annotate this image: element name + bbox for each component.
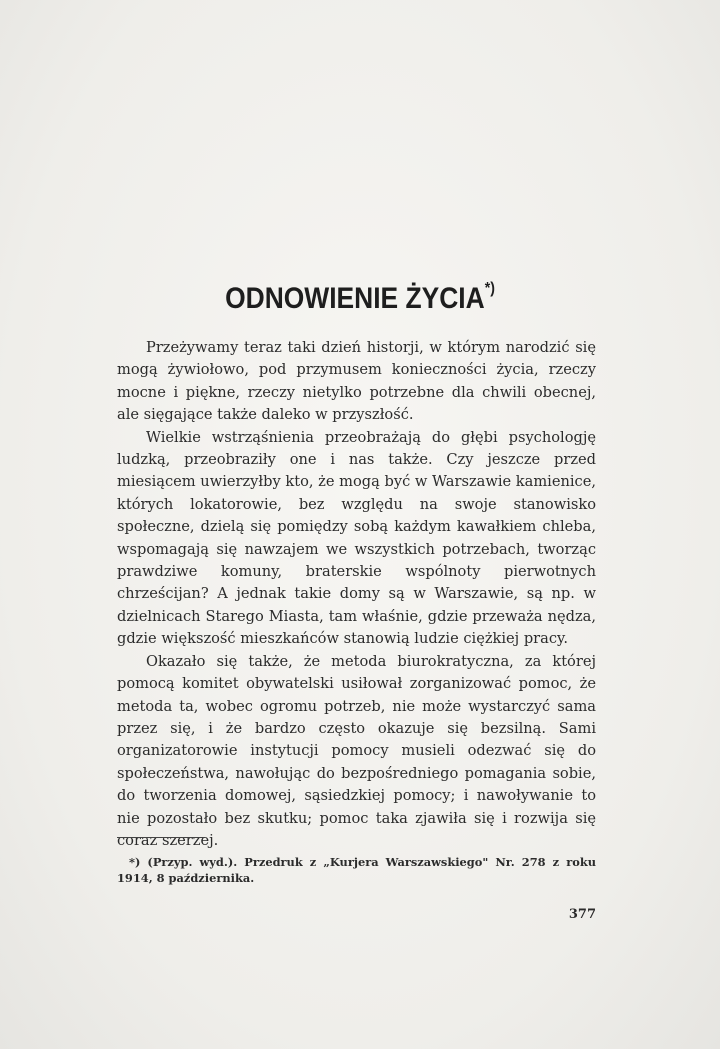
body-text: [117, 337, 596, 852]
footnote-divider: [117, 837, 205, 838]
page-title: [43, 282, 677, 316]
footnote: [117, 854, 596, 886]
paragraph-1: Przeżywamy teraz taki dzień historji, w którym narodzić się mogą żywiołowo, pod przymusem konieczności życia, rzeczy mocne i piękne, rzeczy nietylko potrzebne dla chwili obecnej, ale sięgające także daleko w przyszłość.: [117, 339, 596, 424]
paragraph-2: Wielkie wstrząśnienia przeobrażają do głębi psychologję ludzką, przeobraziły one i nas także. Czy jeszcze przed miesiącem uwierzyłby kto, że mogą być w Warszawie kamienice, których lokatorowie, bez względu na swoje stanowisko społeczne, dzielą się pomiędzy sobą każdym kawałkiem chleba, wspomagają się nawzajem we wszystkich potrzebach, tworząc prawdziwe komuny, braterskie wspólnoty pierwotnych chrześcijan? A jednak takie domy są w Warszawie, są np. w dzielnicach Starego Miasta, tam właśnie, gdzie przeważa nędza, gdzie większość mieszkańców stanowią ludzie ciężkiej pracy.: [117, 428, 596, 648]
title-footnote-marker: *): [484, 280, 495, 297]
paragraph-3: Okazało się także, że metoda biurokratyczna, za której pomocą komitet obywatelski usiłował zorganizować pomoc, że metoda ta, wobec ogromu potrzeb, nie może wystarczyć sama przez się, i że bardzo często okazuje się bezsilną. Sami organizatorowie instytucji pomocy musieli odezwać się do społeczeństwa, nawołując do bezpośredniego pomagania sobie, do tworzenia domowej, sąsiedzkiej pomocy; i nawoływanie to nie pozostało bez skutku; pomoc taka zjawiła się i rozwija się coraz szerzej.: [117, 652, 596, 849]
title-text: ODNOWIENIE ŻYCIA: [225, 282, 485, 315]
page-number: 377: [568, 907, 596, 922]
footnote-text: *) (Przyp. wyd.). Przedruk z „Kurjera Warszawskiego" Nr. 278 z roku 1914, 8 października.: [117, 855, 596, 885]
